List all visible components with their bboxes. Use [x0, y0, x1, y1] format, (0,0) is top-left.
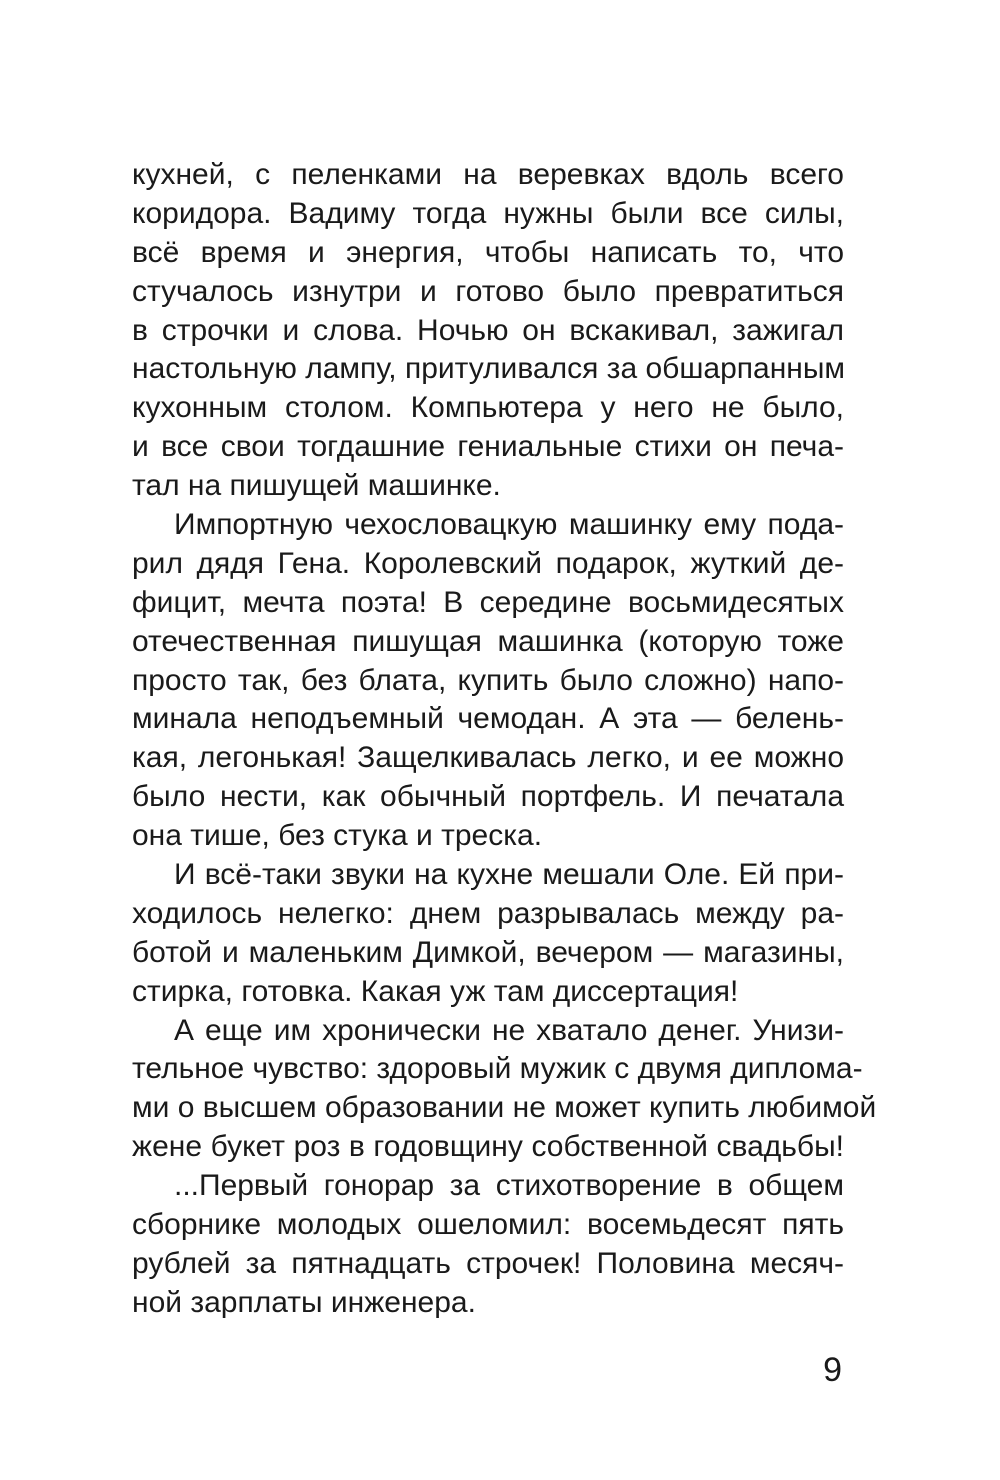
paragraph-1 [132, 156, 844, 506]
paragraph-3 [132, 856, 844, 1012]
page-number: 9 [823, 1351, 842, 1389]
text-line: стирка, готовка. Какая уж там диссертация! [132, 974, 739, 1008]
text-line: минала неподъемный чемодан. А эта — белень- [132, 702, 844, 736]
text-line: стучалось изнутри и готово было превратиться [132, 274, 844, 308]
text-line: в строчки и слова. Ночью он вскакивал, зажигал [132, 313, 844, 347]
text-line: было нести, как обычный портфель. И печатала [132, 780, 844, 814]
text-line: сборнике молодых ошеломил: восемьдесят пять [132, 1208, 844, 1242]
paragraph-5 [132, 1167, 844, 1323]
text-line: И всё-таки звуки на кухне мешали Оле. Ей при- [174, 858, 844, 892]
text-line: кухонным столом. Компьютера у него не было, [132, 391, 844, 425]
text-line: отечественная пишущая машинка (которую тоже [132, 624, 844, 658]
text-line: фицит, мечта поэта! В середине восьмидесятых [132, 585, 844, 619]
text-line: кухней, с пеленками на веревках вдоль всего [132, 158, 844, 191]
text-line: всё время и энергия, чтобы написать то, что [132, 235, 844, 269]
text-line: ...Первый гонорар за стихотворение в общем [174, 1169, 844, 1203]
page-body [132, 156, 877, 1323]
text-line: ми о высшем образовании не может купить любимой [132, 1091, 877, 1125]
text-line: просто так, без блата, купить было сложно) напо- [132, 663, 844, 697]
text-line: тельное чувство: здоровый мужик с двумя диплома- [132, 1052, 863, 1086]
text-line: рублей за пятнадцать строчек! Половина месяч- [132, 1246, 844, 1280]
text-line: ходилось нелегко: днем разрывалась между ра- [132, 896, 844, 930]
text-line: жене букет роз в годовщину собственной свадьбы! [132, 1130, 844, 1164]
text-line: коридора. Вадиму тогда нужны были все силы, [132, 196, 844, 230]
text-line: она тише, без стука и треска. [132, 819, 543, 853]
text-line: настольную лампу, притуливался за обшарпанным [132, 352, 846, 386]
text-line: ной зарплаты инженера. [132, 1285, 476, 1319]
text-line: рил дядя Гена. Королевский подарок, жуткий де- [132, 546, 844, 580]
text-line: тал на пишущей машинке. [132, 469, 501, 503]
text-line: кая, легонькая! Защелкивалась легко, и ее можно [132, 741, 844, 775]
text-line: ботой и маленьким Димкой, вечером — магазины, [132, 935, 844, 969]
paragraph-2 [132, 506, 844, 856]
paragraph-4 [132, 1012, 877, 1168]
text-line: Импортную чехословацкую машинку ему пода- [174, 508, 844, 542]
text-line: и все свои тогдашние гениальные стихи он печа- [132, 430, 844, 464]
text-line: А еще им хронически не хватало денег. Унизи- [174, 1013, 844, 1047]
